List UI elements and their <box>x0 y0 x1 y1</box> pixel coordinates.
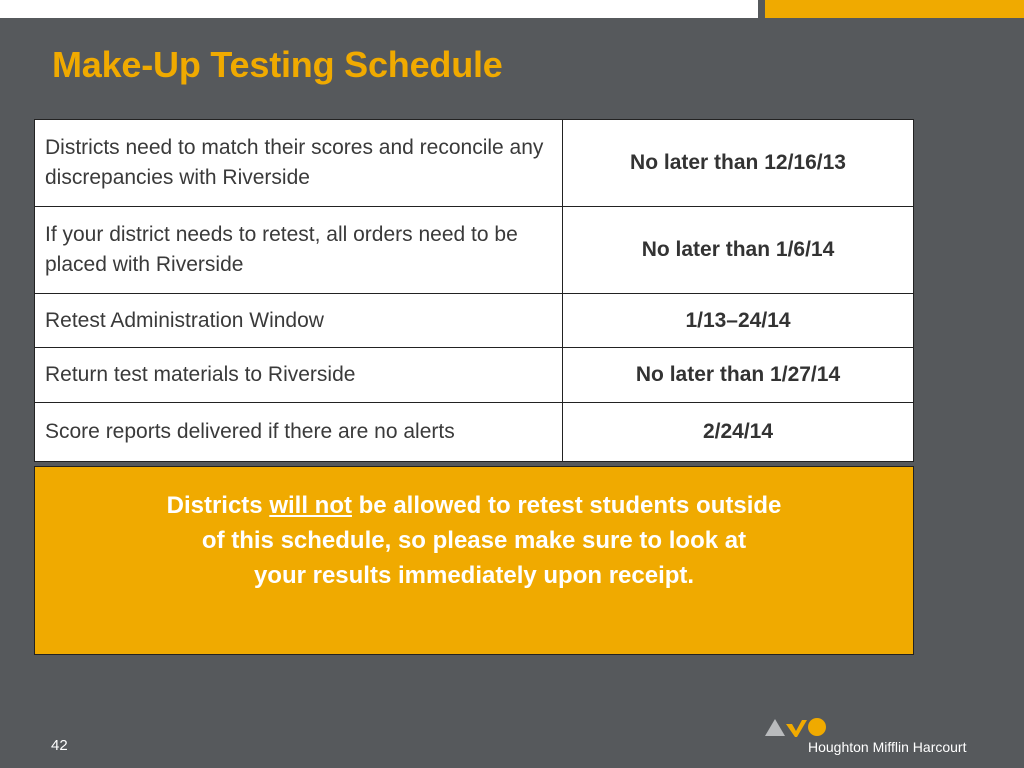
date-cell: 2/24/14 <box>563 403 914 462</box>
slide-title: Make-Up Testing Schedule <box>52 44 503 85</box>
table-row <box>35 207 914 294</box>
notice-line3: your results immediately upon receipt. <box>253 562 695 589</box>
top-white-bar <box>0 0 758 18</box>
task-cell: Score reports delivered if there are no alerts <box>35 403 563 462</box>
page-number: 42 <box>51 737 68 754</box>
hmh-logo <box>765 716 829 738</box>
table-row <box>35 348 914 403</box>
table-row <box>35 294 914 348</box>
brand-name: Houghton Mifflin Harcourt <box>808 739 967 755</box>
notice-line1-rest: be allowed to retest students outside <box>351 492 782 519</box>
date-cell: No later than 1/27/14 <box>563 348 914 403</box>
notice-box <box>34 466 914 655</box>
triangle-logo-icon <box>765 719 785 736</box>
table-row <box>35 120 914 207</box>
task-cell: If your district needs to retest, all orders need to be placed with Riverside <box>35 207 563 294</box>
date-cell: No later than 12/16/13 <box>563 120 914 207</box>
top-gold-bar <box>765 0 1024 18</box>
task-cell: Districts need to match their scores and reconcile any discrepancies with Riverside <box>35 120 563 207</box>
schedule-table <box>34 119 914 462</box>
date-cell: 1/13–24/14 <box>563 294 914 348</box>
notice-prefix: Districts <box>166 492 270 519</box>
task-cell: Retest Administration Window <box>35 294 563 348</box>
check-logo-icon <box>786 720 807 737</box>
table-row <box>35 403 914 462</box>
notice-text <box>94 488 854 593</box>
notice-emphasis: will not <box>269 492 352 519</box>
circle-logo-icon <box>808 718 826 736</box>
notice-line2: of this schedule, so please make sure to look at <box>201 527 747 554</box>
task-cell: Return test materials to Riverside <box>35 348 563 403</box>
date-cell: No later than 1/6/14 <box>563 207 914 294</box>
